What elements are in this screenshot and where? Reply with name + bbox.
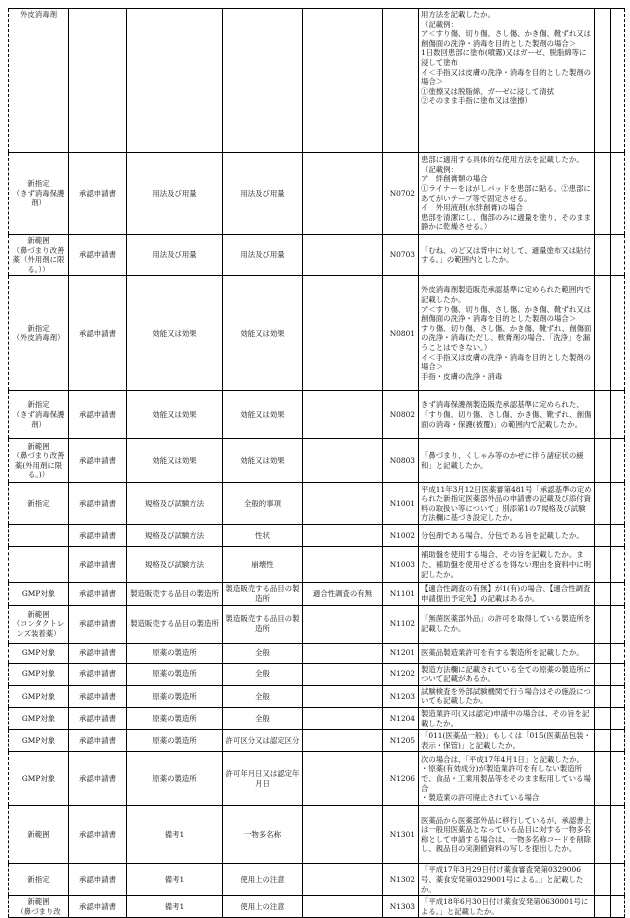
check-cell bbox=[595, 391, 611, 439]
item-cell: 用法及び用量 bbox=[127, 153, 223, 235]
condition-cell bbox=[303, 685, 383, 707]
condition-cell bbox=[303, 547, 383, 583]
document-cell: 承認申請書 bbox=[69, 685, 127, 707]
document-cell: 承認申請書 bbox=[69, 153, 127, 235]
description-line: 製造方法欄に記載されている全ての原薬の製造所について記載があるか。 bbox=[421, 664, 591, 684]
description-line: 手指・皮膚の洗浄・消毒 bbox=[421, 371, 503, 381]
target-cell bbox=[9, 525, 69, 547]
description-line: 次の場合は、「平成17年4月1日」と記載したか。 bbox=[421, 754, 584, 764]
subitem-cell: 製造販売する品目の製造所 bbox=[223, 583, 303, 605]
description-cell bbox=[419, 707, 595, 729]
target-cell bbox=[9, 391, 69, 439]
description-line: （記載例： bbox=[421, 164, 458, 174]
description-line: 「011(医薬品一般)」もしくは「015(医薬品包装・表示・保管)」と記載したか。 bbox=[421, 731, 591, 750]
description-line: （記載例： bbox=[421, 19, 458, 29]
item-cell: 規格及び試験方法 bbox=[127, 483, 223, 525]
description-line: ①塗擦又は脱脂綿、ガーゼに浸して清拭 bbox=[421, 86, 554, 96]
check-cell bbox=[595, 276, 611, 391]
table-row bbox=[9, 864, 625, 896]
target-label: （外皮消毒剤） bbox=[12, 333, 65, 343]
condition-cell bbox=[303, 752, 383, 806]
target-label: GMP対象 bbox=[21, 648, 56, 658]
document-cell: 承認申請書 bbox=[69, 707, 127, 729]
check-cell bbox=[595, 685, 611, 707]
remark-cell bbox=[611, 896, 625, 918]
target-label: （鼻づまり改 bbox=[16, 906, 61, 916]
table-row bbox=[9, 685, 625, 707]
subitem-cell: 一物多名称 bbox=[223, 806, 303, 864]
target-label: 新指定 bbox=[27, 323, 50, 333]
code-cell: N0801 bbox=[383, 276, 419, 391]
code-cell: N1302 bbox=[383, 864, 419, 896]
description-line: 医薬品製造業許可を有する製造所を記載したか。 bbox=[421, 648, 584, 658]
description-cell bbox=[419, 685, 595, 707]
description-cell bbox=[419, 605, 595, 643]
code-cell: N1301 bbox=[383, 806, 419, 864]
check-cell bbox=[595, 9, 611, 153]
target-cell bbox=[9, 583, 69, 605]
code-cell: N1203 bbox=[383, 685, 419, 707]
document-cell: 承認申請書 bbox=[69, 583, 127, 605]
target-cell bbox=[9, 685, 69, 707]
remark-cell bbox=[611, 9, 625, 153]
item-cell: 効能又は効果 bbox=[127, 391, 223, 439]
item-cell: 原薬の製造所 bbox=[127, 752, 223, 806]
target-cell bbox=[9, 806, 69, 864]
document-cell: 承認申請書 bbox=[69, 643, 127, 663]
description-line: イ＜手指又は皮膚の洗浄・消毒を目的とした製剤の場合＞ bbox=[421, 67, 591, 87]
check-cell bbox=[595, 153, 611, 235]
remark-cell bbox=[611, 525, 625, 547]
table-row bbox=[9, 276, 625, 391]
code-cell bbox=[383, 9, 419, 153]
description-line: 外皮消毒剤製造販売承認基準に定められた範囲内で記載したか。 bbox=[421, 285, 591, 304]
table-row bbox=[9, 153, 625, 235]
target-label: 外皮消毒剤 bbox=[20, 10, 57, 19]
condition-cell bbox=[303, 864, 383, 896]
description-line: 補助盤を使用する場合、その旨を記載したか。また、補助盤を使用せざるを得ない理由を資料中に明記したか。 bbox=[421, 550, 591, 579]
remark-cell bbox=[611, 605, 625, 643]
description-line: 平成11年3月12日医薬審第481号「承認基準の定められた新指定医薬部外品の申請書の記載及び添付資料の取扱い等について」別添第1の7規格及び試験方法欄に基づき設定したか。 bbox=[421, 484, 592, 523]
check-cell bbox=[595, 235, 611, 276]
code-cell: N1303 bbox=[383, 896, 419, 918]
condition-cell bbox=[303, 663, 383, 685]
description-line: 製造業許可(又は認定)申請中の場合は、その旨を記載したか。 bbox=[421, 708, 590, 728]
condition-cell bbox=[303, 483, 383, 525]
target-cell bbox=[9, 896, 69, 918]
description-cell bbox=[419, 643, 595, 663]
description-cell bbox=[419, 235, 595, 276]
target-cell bbox=[9, 864, 69, 896]
condition-cell bbox=[303, 276, 383, 391]
description-line: 1日数回患部に塗布(噴霧)又はガーゼ、脱脂綿等に浸して塗布 bbox=[421, 48, 587, 67]
code-cell: N0703 bbox=[383, 235, 419, 276]
condition-cell bbox=[303, 439, 383, 483]
description-line: 「無菌医薬部外品」の許可を取得している製造所を記載したか。 bbox=[421, 614, 591, 634]
description-line: 患部に適用する具体的な使用方法を記載したか。 bbox=[421, 155, 584, 165]
code-cell: N1205 bbox=[383, 730, 419, 752]
target-label: 新指定 bbox=[27, 499, 50, 509]
description-line: 試験検査を外部試験機関で行う場合はその施設についても記載したか。 bbox=[421, 686, 591, 706]
remark-cell bbox=[611, 685, 625, 707]
description-line: 用方法を記載したか。 bbox=[421, 10, 495, 19]
description-cell bbox=[419, 864, 595, 896]
target-label: （きず消毒保護剤） bbox=[12, 410, 65, 429]
subitem-cell: 全般 bbox=[223, 707, 303, 729]
condition-cell bbox=[303, 9, 383, 153]
table-row bbox=[9, 896, 625, 918]
target-cell bbox=[9, 9, 69, 153]
description-line: イ＜手指又は皮膚の洗浄・消毒を目的とした製剤の場合＞ bbox=[421, 352, 591, 372]
description-cell bbox=[419, 752, 595, 806]
subitem-cell: 使用上の注意 bbox=[223, 896, 303, 918]
description-line: ア＜すり傷、切り傷、さし傷、かき傷、靴ずれ又は創傷面の洗浄・消毒を目的とした製剤の場合＞ bbox=[421, 29, 591, 48]
description-line: イ 外用液剤(水絆創膏)の場合 bbox=[421, 203, 523, 213]
remark-cell bbox=[611, 439, 625, 483]
table-row bbox=[9, 663, 625, 685]
table-row bbox=[9, 707, 625, 729]
subitem-cell: 製造販売する品目の製造所 bbox=[223, 605, 303, 643]
code-cell: N1101 bbox=[383, 583, 419, 605]
code-cell: N1206 bbox=[383, 752, 419, 806]
table-row bbox=[9, 547, 625, 583]
document-cell: 承認申請書 bbox=[69, 235, 127, 276]
condition-cell bbox=[303, 525, 383, 547]
table-row bbox=[9, 525, 625, 547]
target-label: GMP対象 bbox=[21, 669, 56, 679]
check-cell bbox=[595, 547, 611, 583]
target-label: 新指定 bbox=[27, 400, 50, 410]
item-cell: 原薬の製造所 bbox=[127, 663, 223, 685]
remark-cell bbox=[611, 643, 625, 663]
target-label: GMP対象 bbox=[21, 691, 56, 701]
subitem-cell: 性状 bbox=[223, 525, 303, 547]
condition-cell bbox=[303, 235, 383, 276]
item-cell: 効能又は効果 bbox=[127, 439, 223, 483]
description-line: ア＜すり傷、切り傷、さし傷、かき傷、靴ずれ又は創傷面の洗浄・消毒を目的とした製剤の場合＞ bbox=[421, 304, 591, 324]
subitem-cell bbox=[223, 9, 303, 153]
subitem-cell: 全般的事項 bbox=[223, 483, 303, 525]
check-cell bbox=[595, 483, 611, 525]
description-cell bbox=[419, 806, 595, 864]
document-cell: 承認申請書 bbox=[69, 525, 127, 547]
target-cell bbox=[9, 276, 69, 391]
target-label: （鼻づまり改善薬(外用剤に限る。)） bbox=[12, 451, 65, 480]
remark-cell bbox=[611, 276, 625, 391]
description-line: 「鼻づまり、くしゃみ等のかぜに伴う諸症状の緩和」と記載したか。 bbox=[421, 451, 584, 470]
item-cell: 原薬の製造所 bbox=[127, 643, 223, 663]
document-cell: 承認申請書 bbox=[69, 864, 127, 896]
target-cell bbox=[9, 439, 69, 483]
target-label: 新範囲 bbox=[27, 441, 50, 451]
description-line: きず消毒保護剤製造販売承認基準に定められた、「すり傷、切り傷、さし傷、かき傷、靴ずれ、創傷面の消毒・保護(被覆)」の範囲内で記載したか。 bbox=[421, 400, 592, 429]
check-cell bbox=[595, 707, 611, 729]
item-cell: 規格及び試験方法 bbox=[127, 547, 223, 583]
target-label: 新範囲 bbox=[27, 897, 50, 907]
document-cell: 承認申請書 bbox=[69, 752, 127, 806]
target-label: 新指定 bbox=[27, 874, 50, 884]
item-cell bbox=[127, 9, 223, 153]
code-cell: N1204 bbox=[383, 707, 419, 729]
target-cell bbox=[9, 483, 69, 525]
target-label: 新範囲 bbox=[27, 830, 50, 840]
item-cell: 備考1 bbox=[127, 896, 223, 918]
check-cell bbox=[595, 864, 611, 896]
target-label: （きず消毒保護剤） bbox=[12, 188, 65, 208]
item-cell: 原薬の製造所 bbox=[127, 730, 223, 752]
condition-cell bbox=[303, 730, 383, 752]
document-cell: 承認申請書 bbox=[69, 483, 127, 525]
check-cell bbox=[595, 896, 611, 918]
condition-cell bbox=[303, 707, 383, 729]
target-cell bbox=[9, 235, 69, 276]
check-cell bbox=[595, 752, 611, 806]
document-cell: 承認申請書 bbox=[69, 605, 127, 643]
target-label: GMP対象 bbox=[21, 589, 56, 599]
item-cell: 製造販売する品目の製造所 bbox=[127, 583, 223, 605]
table-row bbox=[9, 9, 625, 153]
subitem-cell: 許可区分又は認定区分 bbox=[223, 730, 303, 752]
check-cell bbox=[595, 439, 611, 483]
description-line: ・原薬(有効成分)が製造業許可を有しない製造所で、食品・工業用製品等をそのまま転用している場合 bbox=[421, 764, 591, 793]
subitem-cell: 使用上の注意 bbox=[223, 864, 303, 896]
item-cell: 原薬の製造所 bbox=[127, 707, 223, 729]
remark-cell bbox=[611, 806, 625, 864]
condition-cell bbox=[303, 896, 383, 918]
table-row bbox=[9, 605, 625, 643]
remark-cell bbox=[611, 864, 625, 896]
code-cell: N1102 bbox=[383, 605, 419, 643]
target-cell bbox=[9, 153, 69, 235]
check-cell bbox=[595, 643, 611, 663]
description-cell bbox=[419, 663, 595, 685]
document-cell: 承認申請書 bbox=[69, 806, 127, 864]
document-cell: 承認申請書 bbox=[69, 730, 127, 752]
target-label: 新指定 bbox=[27, 179, 50, 189]
description-line: 【適合性調査の有無】が1(有)の場合、【適合性調査申請提出予定先】の記載はあるか。 bbox=[421, 584, 591, 603]
remark-cell bbox=[611, 483, 625, 525]
code-cell: N1202 bbox=[383, 663, 419, 685]
target-label: GMP対象 bbox=[21, 713, 56, 723]
description-cell bbox=[419, 153, 595, 235]
subitem-cell: 効能又は効果 bbox=[223, 391, 303, 439]
description-line: ・製造業の許可廃止されている場合 bbox=[421, 793, 540, 803]
table-row bbox=[9, 483, 625, 525]
remark-cell bbox=[611, 547, 625, 583]
condition-cell bbox=[303, 643, 383, 663]
description-line: 「平成17年3月29日付け薬食審査発第0329006号、薬食安発第0329001号による。」と記載したか。 bbox=[421, 865, 584, 894]
description-line: ア 絆創膏類の場合 bbox=[421, 174, 488, 184]
remark-cell bbox=[611, 663, 625, 685]
table-row bbox=[9, 730, 625, 752]
code-cell: N1002 bbox=[383, 525, 419, 547]
subitem-cell: 崩壊性 bbox=[223, 547, 303, 583]
check-cell bbox=[595, 605, 611, 643]
condition-cell: 適合性調査の有無 bbox=[303, 583, 383, 605]
document-cell: 承認申請書 bbox=[69, 547, 127, 583]
description-line: 「むね、のど又は背中に対して、適量塗布又は貼付する。」の範囲内としたか。 bbox=[421, 245, 591, 265]
description-line: すり傷、切り傷、さし傷、かき傷、靴ずれ、創傷面の洗浄・消毒(ただし、軟膏剤の場合、「洗浄」を漏うことはできない。） bbox=[421, 323, 592, 352]
condition-cell bbox=[303, 391, 383, 439]
target-label: GMP対象 bbox=[21, 774, 56, 784]
description-line: 分包剤である場合、分包である旨を記載したか。 bbox=[421, 531, 584, 541]
document-cell: 承認申請書 bbox=[69, 276, 127, 391]
description-cell bbox=[419, 547, 595, 583]
code-cell: N0702 bbox=[383, 153, 419, 235]
check-cell bbox=[595, 663, 611, 685]
target-cell bbox=[9, 605, 69, 643]
item-cell: 製造販売する品目の製造所 bbox=[127, 605, 223, 643]
target-cell bbox=[9, 730, 69, 752]
remark-cell bbox=[611, 153, 625, 235]
code-cell: N1201 bbox=[383, 643, 419, 663]
code-cell: N1003 bbox=[383, 547, 419, 583]
code-cell: N1001 bbox=[383, 483, 419, 525]
description-cell bbox=[419, 276, 595, 391]
target-cell bbox=[9, 643, 69, 663]
target-cell bbox=[9, 707, 69, 729]
subitem-cell: 全般 bbox=[223, 663, 303, 685]
document-cell: 承認申請書 bbox=[69, 663, 127, 685]
item-cell: 備考1 bbox=[127, 864, 223, 896]
description-line: 患部を清潔にし、傷部のみに適量を塗り、そのまま静かに乾燥させる。） bbox=[421, 212, 591, 232]
description-line: ①ライナーをはがしパッドを患部に貼る。②患部にあてがいテープ等で固定させる。 bbox=[421, 183, 591, 203]
code-cell: N0802 bbox=[383, 391, 419, 439]
remark-cell bbox=[611, 391, 625, 439]
description-cell bbox=[419, 730, 595, 752]
item-cell: 備考1 bbox=[127, 806, 223, 864]
item-cell: 効能又は効果 bbox=[127, 276, 223, 391]
description-line: 「平成18年6月30日付け薬食安発第0630001号による。」と記載したか。 bbox=[421, 897, 589, 916]
document-cell: 承認申請書 bbox=[69, 896, 127, 918]
document-cell bbox=[69, 9, 127, 153]
item-cell: 規格及び試験方法 bbox=[127, 525, 223, 547]
table-row bbox=[9, 235, 625, 276]
condition-cell bbox=[303, 806, 383, 864]
subitem-cell: 全般 bbox=[223, 685, 303, 707]
document-cell: 承認申請書 bbox=[69, 439, 127, 483]
table-row bbox=[9, 391, 625, 439]
table-row bbox=[9, 806, 625, 864]
remark-cell bbox=[611, 235, 625, 276]
table-row bbox=[9, 752, 625, 806]
target-label: GMP対象 bbox=[21, 735, 56, 745]
check-cell bbox=[595, 730, 611, 752]
description-line: 医薬品から医薬部外品に移行しているが、承認書上は一般用医薬品となっている品目に対する一物多名称として申請する場合は、一物多名称コードを削除し、親品目の実測値資料の写しを提出したか。 bbox=[421, 815, 591, 854]
table-row bbox=[9, 439, 625, 483]
check-cell bbox=[595, 806, 611, 864]
description-cell bbox=[419, 439, 595, 483]
description-cell bbox=[419, 391, 595, 439]
description-cell bbox=[419, 9, 595, 153]
checklist-table bbox=[8, 8, 625, 918]
subitem-cell: 効能又は効果 bbox=[223, 276, 303, 391]
item-cell: 用法及び用量 bbox=[127, 235, 223, 276]
subitem-cell: 用法及び用量 bbox=[223, 153, 303, 235]
subitem-cell: 許可年月日又は認定年月日 bbox=[223, 752, 303, 806]
target-cell bbox=[9, 547, 69, 583]
remark-cell bbox=[611, 707, 625, 729]
item-cell: 原薬の製造所 bbox=[127, 685, 223, 707]
description-cell bbox=[419, 896, 595, 918]
target-cell bbox=[9, 752, 69, 806]
target-cell bbox=[9, 663, 69, 685]
subitem-cell: 全般 bbox=[223, 643, 303, 663]
target-label: 新範囲 bbox=[27, 609, 50, 619]
table-row bbox=[9, 583, 625, 605]
target-label: （鼻づまり改善薬（外用剤に限る。）） bbox=[12, 245, 65, 274]
subitem-cell: 用法及び用量 bbox=[223, 235, 303, 276]
check-cell bbox=[595, 583, 611, 605]
description-cell bbox=[419, 483, 595, 525]
document-cell: 承認申請書 bbox=[69, 391, 127, 439]
description-cell bbox=[419, 583, 595, 605]
remark-cell bbox=[611, 752, 625, 806]
condition-cell bbox=[303, 153, 383, 235]
remark-cell bbox=[611, 583, 625, 605]
code-cell: N0803 bbox=[383, 439, 419, 483]
subitem-cell: 効能又は効果 bbox=[223, 439, 303, 483]
target-label: （コンタクトレンズ装着薬） bbox=[12, 619, 65, 638]
condition-cell bbox=[303, 605, 383, 643]
table-row bbox=[9, 643, 625, 663]
target-label: 新範囲 bbox=[27, 236, 50, 245]
description-cell bbox=[419, 525, 595, 547]
description-line: ②そのまま手指に塗布又は塗擦） bbox=[421, 96, 532, 106]
remark-cell bbox=[611, 730, 625, 752]
check-cell bbox=[595, 525, 611, 547]
